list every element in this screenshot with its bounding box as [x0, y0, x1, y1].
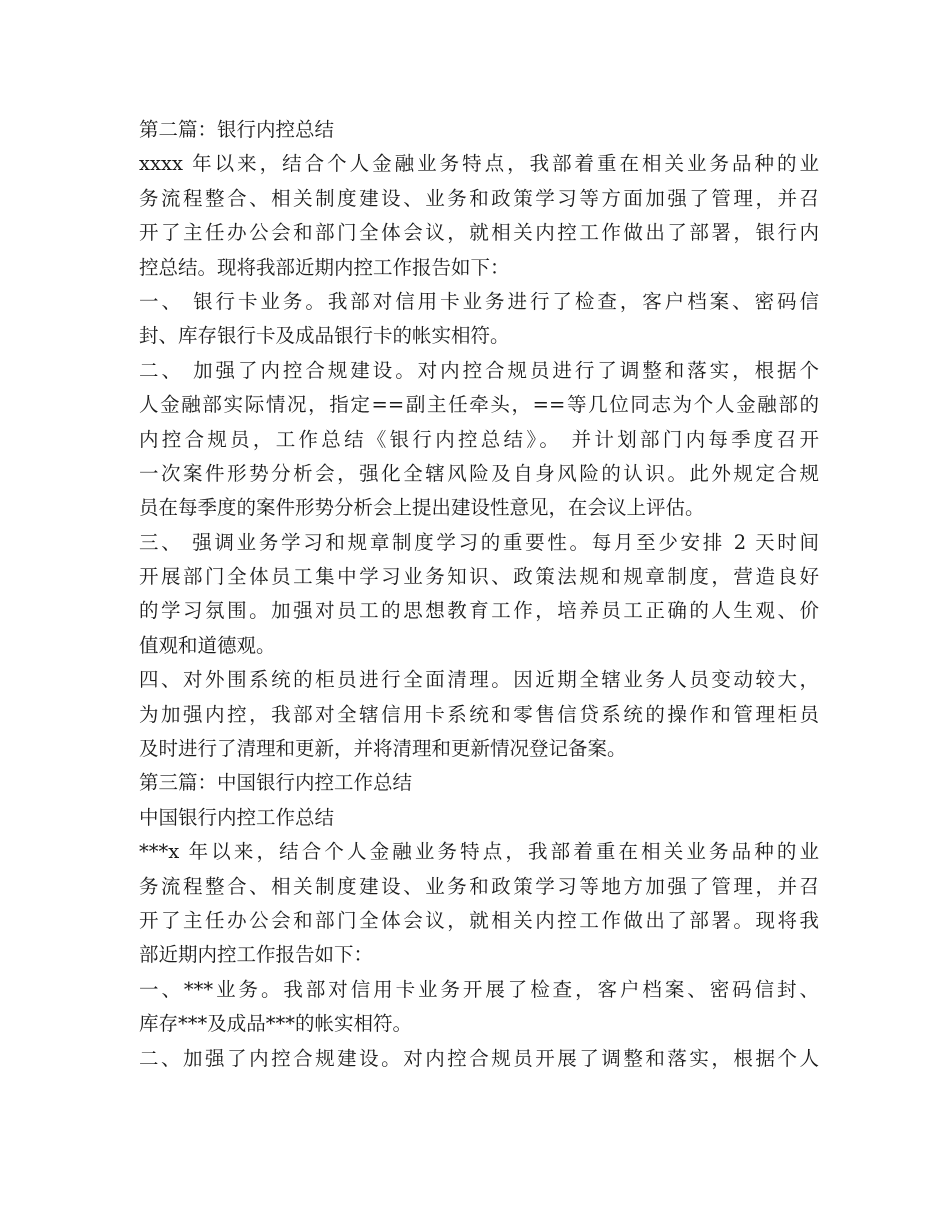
text-line: 值观和道德观。 [139, 633, 276, 657]
text-line: 一、 银行卡业务。我部对信用卡业务进行了检查，客户档案、密码信 [139, 289, 819, 313]
section-heading: 第二篇：银行内控总结 [139, 118, 335, 141]
text-line: 务流程整合、相关制度建设、业务和政策学习等地方加强了管理，并召 [139, 874, 819, 898]
text-line: 务流程整合、相关制度建设、业务和政策学习等方面加强了管理，并召 [139, 186, 819, 210]
text-line: 为加强内控，我部对全辖信用卡系统和零售信贷系统的操作和管理柜员 [139, 702, 819, 726]
text-line: xxxx 年以来，结合个人金融业务特点，我部着重在相关业务品种的业 [139, 152, 819, 176]
subheading: 中国银行内控工作总结 [139, 805, 335, 829]
text-line: 一次案件形势分析会，强化全辖风险及自身风险的认识。此外规定合规 [139, 461, 819, 485]
text-line: 控总结。现将我部近期内控工作报告如下： [139, 255, 510, 279]
text-line: ***x 年以来，结合个人金融业务特点，我部着重在相关业务品种的业 [139, 840, 819, 864]
text-line: 开了主任办公会和部门全体会议，就相关内控工作做出了部署，银行内 [139, 221, 819, 245]
text-line: 库存***及成品***的帐实相符。 [139, 1012, 413, 1036]
text-line: 内控合规员，工作总结《银行内控总结》。 并计划部门内每季度召开 [139, 427, 819, 451]
text-line: 二、 加强了内控合规建设。对内控合规员进行了调整和落实，根据个 [139, 358, 819, 382]
text-line: 封、库存银行卡及成品银行卡的帐实相符。 [139, 324, 510, 348]
text-line: 员在每季度的案件形势分析会上提出建设性意见，在会议上评估。 [139, 496, 705, 520]
section-heading: 第三篇：中国银行内控工作总结 [139, 771, 413, 795]
text-line: 四、对外围系统的柜员进行全面清理。因近期全辖业务人员变动较大， [139, 668, 819, 692]
text-line: 部近期内控工作报告如下： [139, 943, 374, 967]
text-line: 开了主任办公会和部门全体会议，就相关内控工作做出了部署。现将我 [139, 908, 819, 932]
text-line: 二、加强了内控合规建设。对内控合规员开展了调整和落实，根据个人 [139, 1046, 819, 1070]
text-line: 一、***业务。我部对信用卡业务开展了检查，客户档案、密码信封、 [139, 977, 819, 1001]
text-line: 三、 强调业务学习和规章制度学习的重要性。每月至少安排 2 天时间 [139, 530, 819, 554]
document-body [139, 113, 819, 1076]
text-line: 的学习氛围。加强对员工的思想教育工作，培养员工正确的人生观、价 [139, 599, 819, 623]
text-line: 人金融部实际情况，指定==副主任牵头，==等几位同志为个人金融部的 [139, 393, 819, 417]
text-line: 及时进行了清理和更新，并将清理和更新情况登记备案。 [139, 737, 627, 761]
text-line: 开展部门全体员工集中学习业务知识、政策法规和规章制度，营造良好 [139, 565, 819, 589]
